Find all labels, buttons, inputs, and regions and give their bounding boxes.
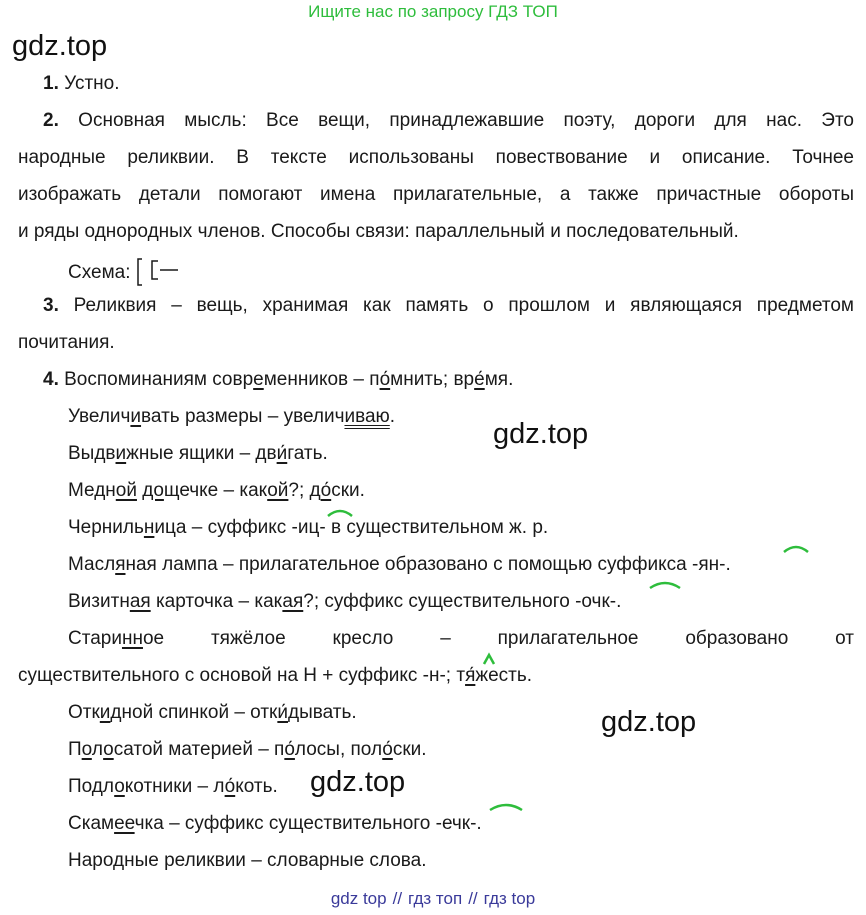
answer-3-line-1: 3. Реликвия – вещь, хранимая как память о прошлом и являющаяся предметом <box>43 295 854 316</box>
answer-4-line-11: Полосатой материей – по́лосы, поло́ски. <box>68 739 427 760</box>
watermark-top: gdz.top <box>12 30 108 62</box>
answer-4-line-12: Подлокотники – ло́коть. <box>68 776 278 797</box>
answer-2-line-3: изображать детали помогают имена прилагательные, а также причастные обороты <box>18 184 854 205</box>
answer-4-line-2: Увеличивать размеры – увеличиваю. <box>68 406 396 427</box>
watermark-mid: gdz.top <box>493 418 589 450</box>
suffix-caret-n <box>481 652 497 666</box>
watermark-right: gdz.top <box>601 706 697 738</box>
schema-line: Схема: <box>68 257 854 287</box>
answer-2-line-2: народные реликвии. В тексте использованы повествование и описание. Точнее <box>18 147 854 168</box>
answer-4-line-10: Откидной спинкой – отки́дывать. <box>68 702 357 723</box>
footer-link-3[interactable]: гдз top <box>483 889 536 908</box>
answer-4-line-4: Медной дощечке – какой?; до́ски. <box>68 480 365 501</box>
footer-link-2[interactable]: гдз топ <box>408 889 463 908</box>
suffix-arc-ochk <box>648 578 682 590</box>
suffix-arc-echk <box>488 800 524 812</box>
answer-4-line-8: Старинное тяжёлое кресло – прилагательное образовано от <box>68 628 854 649</box>
suffix-arc-yan <box>782 542 810 554</box>
search-banner[interactable]: Ищите нас по запросу ГДЗ ТОП <box>308 2 558 21</box>
answer-4-line-14: Народные реликвии – словарные слова. <box>68 850 427 871</box>
answer-4-line-5: Чернильница – суффикс -иц- в существительном ж. р. <box>68 517 549 538</box>
answer-1: 1. Устно. <box>43 73 120 94</box>
answer-4-line-7: Визитная карточка – какая?; суффикс существительного -очк-. <box>68 591 622 612</box>
watermark-lower: gdz.top <box>310 766 406 798</box>
answer-2-line-4: и ряды однородных членов. Способы связи: параллельный и последовательный. <box>18 221 739 242</box>
answer-4-line-9: существительного с основой на Н + суффикс -н-; тя́жесть. <box>18 665 533 686</box>
answer-4-line-6: Масляная лампа – прилагательное образовано с помощью суффикса -ян-. <box>68 554 731 575</box>
footer-links: gdz top // гдз топ // гдз top <box>330 889 536 908</box>
answer-2-line-1: 2. Основная мысль: Все вещи, принадлежавшие поэту, дороги для нас. Это <box>43 110 854 131</box>
answer-4-line-3: Выдвижные ящики – дви́гать. <box>68 443 328 464</box>
answer-4-line-13: Скамеечка – суффикс существительного -ечк-. <box>68 813 482 834</box>
schema-diagram <box>136 257 186 287</box>
answer-3-line-2: почитания. <box>18 332 115 353</box>
answer-4-line-1: 4. Воспоминаниям современников – по́мнить; вре́мя. <box>43 369 514 390</box>
footer-link-1[interactable]: gdz top <box>330 889 387 908</box>
suffix-arc-ic <box>326 506 354 518</box>
